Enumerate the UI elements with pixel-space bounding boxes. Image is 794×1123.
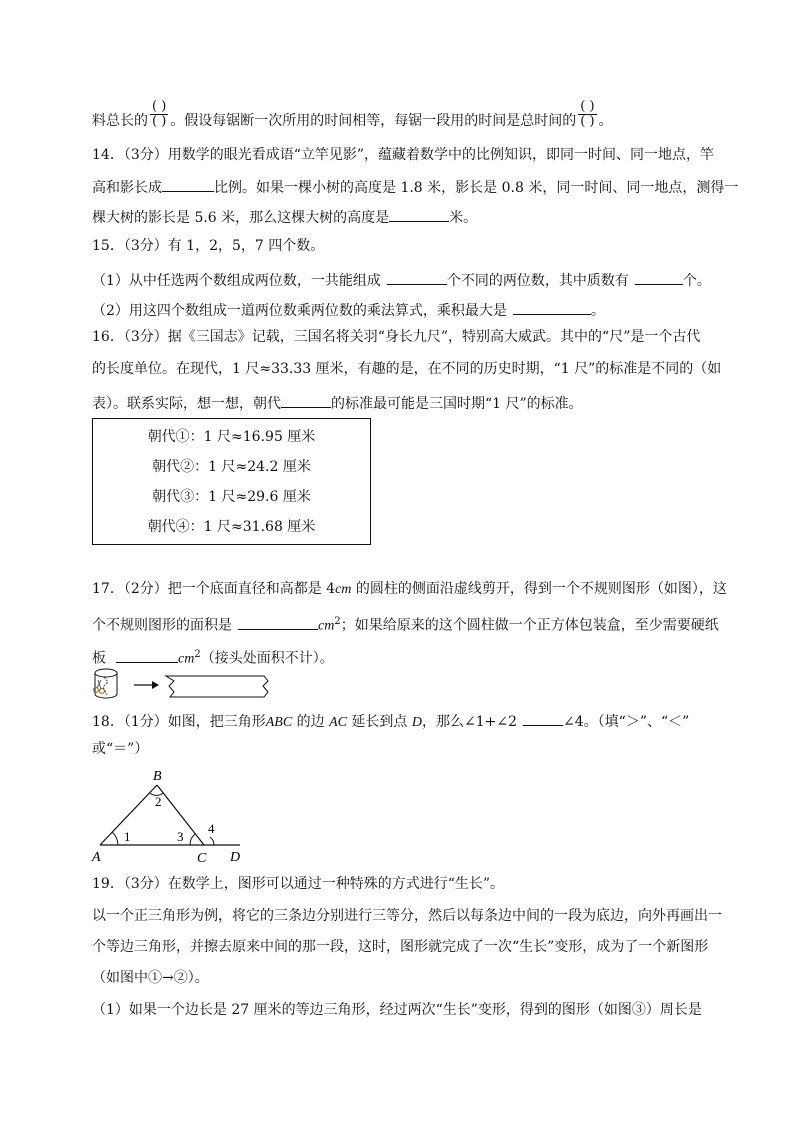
- q19-line-1: 19．（3分）在数学上，图形可以通过一种特殊的方式进行“生长”。: [92, 876, 505, 892]
- vertex-c-label: C: [197, 851, 207, 866]
- q17-sup-2: 2: [334, 616, 341, 627]
- dynasty-row-2: 朝代②：1 尺≈24.2 厘米: [152, 459, 311, 475]
- q17-text-c1: 板: [92, 650, 106, 667]
- q17-answer-blank-2[interactable]: [116, 646, 178, 663]
- q18-text-a2: 的边: [292, 714, 330, 730]
- angle-3-arc: [190, 834, 195, 845]
- q16-text-c1: 表）。联系实际，想一想，朝代: [92, 396, 281, 412]
- angle-4-label: 4: [208, 821, 215, 836]
- q14-line-1: 14．（3分）用数学的眼光看成语“立竿见影”，蕴藏着数学中的比例知识，即同一时间、同一地点，竿: [92, 147, 715, 163]
- q19-line-4: （如图中①→②）。: [92, 970, 209, 986]
- q15-line-2: [92, 268, 711, 291]
- q17-text-b1: 个不规则图形的面积是: [92, 617, 232, 634]
- point-d-label: D: [230, 850, 241, 865]
- q15-text-b1: （1）从中任选两个数组成两位数，一共能组成: [92, 273, 381, 289]
- q15-line-1: 15．（3分）有 1，2，5，7 四个数。: [92, 238, 325, 254]
- q16-line-1: 16．（3分）据《三国志》记载，三国名将关羽“身长九尺”，特别高大威武。其中的“尺”是一个古代: [92, 329, 701, 345]
- q15-answer-blank-2[interactable]: [635, 268, 683, 285]
- q17-line-2: [92, 612, 719, 637]
- q17-line-1: [92, 579, 727, 600]
- q17-text-a1: 17．（2分）把一个底面直径和高都是 4: [92, 581, 336, 597]
- q15-line-3: [92, 298, 605, 321]
- q18-text-a3: 延长到点: [346, 714, 412, 730]
- q17-text-a2: 的圆柱的侧面沿虚线剪开，得到一个不规则图形（如图），这: [351, 581, 727, 597]
- q14-text-c2: 米。: [449, 210, 478, 226]
- vertex-a-label: A: [92, 850, 101, 865]
- vertex-b-label: B: [153, 769, 162, 784]
- q13-fraction-1-num: ( ): [152, 99, 167, 114]
- angle-1-label: 1: [124, 829, 131, 844]
- q19-line-5: （1）如果一个边长是 27 厘米的等边三角形，经过两次“生长”变形，得到的图形（如图③）周长是: [92, 1002, 702, 1018]
- q18-abc: ABC: [265, 715, 293, 730]
- q13-fraction-2-num: ( ): [580, 99, 595, 114]
- arrow-right-icon: [134, 681, 159, 689]
- q19-line-3: 个等边三角形，并擦去原来中间的那一段，这时，图形就完成了一次“生长”变形，成为了一个新图形: [92, 939, 709, 955]
- dynasty-row-1: 朝代①：1 尺≈16.95 厘米: [147, 429, 316, 445]
- q15-text-b2: 个不同的两位数，其中质数有: [446, 273, 629, 289]
- q13-continuation: [92, 100, 613, 131]
- triangle-abc-figure: [92, 765, 252, 865]
- q18-text-a5: ∠4。（填“＞”、“＜”: [563, 714, 690, 730]
- q14-text-b2: 比例。如果一棵小树的高度是 1.8 米，影长是 0.8 米，同一时间、同一地点，测得一: [214, 180, 739, 196]
- angle-1-arc: [112, 832, 118, 845]
- angle-2-label: 2: [155, 794, 162, 809]
- q19-line-2: 以一个正三角形为例，将它的三条边分别进行三等分，然后以每条边中间的一段为底边，向外再画出一: [92, 908, 722, 924]
- q17-text-c2: （接头处面积不计）。: [200, 650, 334, 667]
- q14-text-b1: 高和影长成: [92, 180, 162, 196]
- q13-fraction-2: [578, 100, 596, 129]
- cylinder-unroll-figure: [92, 670, 272, 700]
- angle-4-arc: [210, 837, 214, 845]
- q17-line-3: [92, 645, 334, 670]
- q13-text-b: 。假设每锯断一次所用的时间相等，每锯一段用的时间是总时间的: [170, 113, 577, 129]
- q17-unit-cm-3: cm: [178, 651, 195, 667]
- q15-text-c2: 。: [590, 303, 605, 319]
- dynasty-row-4: 朝代④：1 尺≈31.68 厘米: [147, 519, 316, 535]
- q14-answer-blank-1[interactable]: [162, 175, 214, 192]
- unrolled-strip-shape: [166, 676, 268, 697]
- q13-fraction-1: [150, 100, 168, 129]
- q18-ac: AC: [329, 715, 347, 730]
- q17-text-b2: ；如果给原来的这个圆柱做一个正方体包装盒，至少需要硬纸: [340, 617, 719, 634]
- q15-answer-blank-1[interactable]: [387, 268, 447, 285]
- q16-line-2: 的长度单位。在现代，1 尺≈33.33 厘米，有趣的是，在不同的历史时期，“1 尺”的标准是不同的（如: [92, 361, 722, 377]
- q17-unit-cm: cm: [335, 582, 352, 597]
- q18-d: D: [411, 715, 423, 730]
- q17-answer-blank-1[interactable]: [238, 613, 318, 630]
- q16-text-c2: 的标准最可能是三国时期“1 尺”的标准。: [331, 396, 583, 412]
- q18-line-1: [92, 709, 689, 733]
- dynasty-row-3: 朝代③：1 尺≈29.6 厘米: [152, 489, 311, 505]
- dynasty-table: [92, 418, 371, 545]
- q18-answer-blank[interactable]: [523, 709, 563, 726]
- q14-line-3: [92, 205, 477, 228]
- q13-fraction-1-den: ( ): [152, 114, 167, 129]
- q13-text-a: 料总长的: [92, 113, 148, 129]
- q15-answer-blank-3[interactable]: [513, 298, 591, 315]
- q16-answer-blank[interactable]: [281, 391, 331, 408]
- q13-text-c: 。: [598, 113, 613, 129]
- q17-sup-3: 2: [194, 649, 201, 660]
- q13-fraction-2-den: ( ): [580, 114, 595, 129]
- q18-text-a4: ，那么∠1+∠2: [422, 714, 518, 730]
- angle-3-label: 3: [177, 829, 184, 844]
- scissors-icon: [92, 678, 108, 694]
- q14-line-2: [92, 175, 738, 198]
- q14-answer-blank-2[interactable]: [389, 205, 449, 222]
- q15-text-c1: （2）用这四个数组成一道两位数乘两位数的乘法算式，乘积最大是: [92, 303, 507, 319]
- q18-text-a1: 18．（1分）如图，把三角形: [92, 714, 266, 730]
- q17-unit-cm-2: cm: [318, 618, 335, 634]
- q18-line-2: 或“＝”）: [92, 741, 149, 757]
- q16-line-3: [92, 391, 583, 414]
- q15-text-b3: 个。: [682, 273, 711, 289]
- q14-text-c1: 棵大树的影长是 5.6 米，那么这棵大树的高度是: [92, 210, 390, 226]
